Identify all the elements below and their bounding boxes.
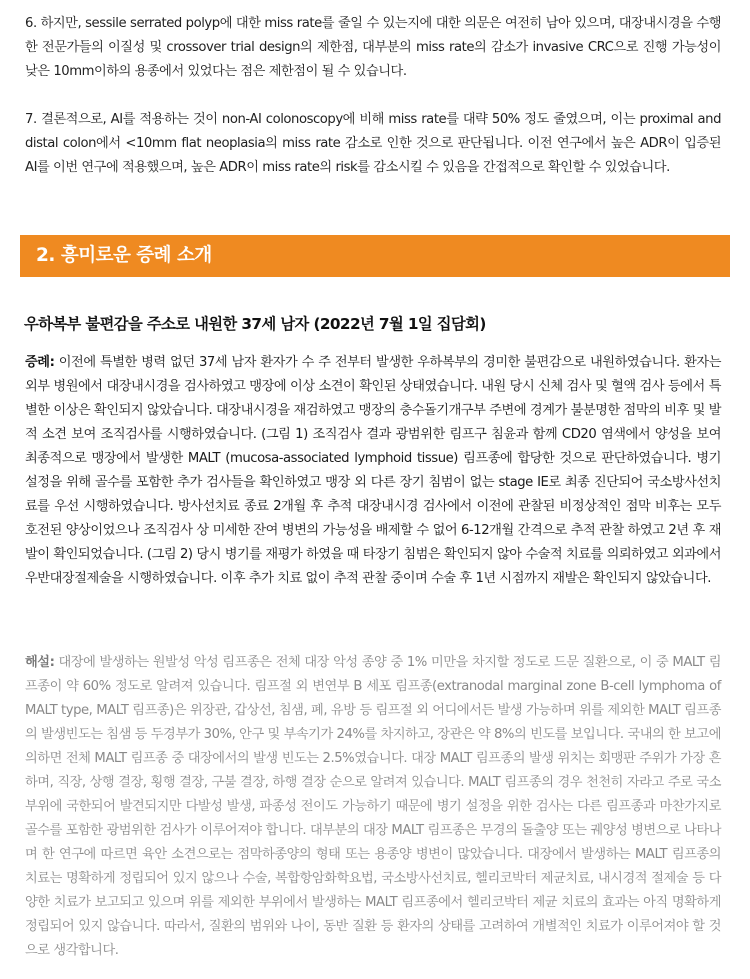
case-description: [25, 351, 721, 591]
commentary-label: 해설:: [25, 655, 55, 670]
section-title: 2. 흥미로운 증례 소개: [36, 245, 212, 266]
paragraph-point-7: 7. 결론적으로, AI를 적용하는 것이 non-AI colonoscopy에 비해 miss rate를 대략 50% 정도 줄였으며, 이는 proximal and distal colon에서 <10mm flat neoplasia의 miss rate 감소로 인한 것으로 판단됩니다. 이전 연구에서 높은 ADR이 입증된 AI를 이번 연구에 적용했으며, 높은 ADR이 miss rate의 risk를 감소시킬 수 있음을 간접적으로 확인할 수 있었습니다.: [25, 112, 721, 175]
section-header-bar: [20, 235, 730, 277]
paragraph-point-6: 6. 하지만, sessile serrated polyp에 대한 miss rate를 줄일 수 있는지에 대한 의문은 여전히 남아 있으며, 대장내시경을 수행한 전문가들의 이질성 및 crossover trial design의 제한점, 대부분의 miss rate의 감소가 invasive CRC으로 진행 가능성이 낮은 10mm이하의 용종에서 있었다는 점은 제한점이 될 수 있습니다.: [25, 16, 721, 79]
case-text: 이전에 특별한 병력 없던 37세 남자 환자가 수 주 전부터 발생한 우하복부의 경미한 불편감으로 내원하였습니다. 환자는 외부 병원에서 대장내시경을 검사하였고 맹장에 이상 소견이 확인된 상태였습니다. 내원 당시 신체 검사 및 혈액 검사 등에서 특별한 이상은 확인되지 않았습니다. 대장내시경을 재검하였고 맹장의 충수돌기개구부 주변에 경계가 불분명한 점막의 비후 및 발적 소견 보여 조직검사를 시행하였습니다. (그림 1) 조직검사 결과 광범위한 림프구 침윤과 함께 CD20 염색에서 양성을 보여 최종적으로 맹장에서 발생한 MALT (mucosa-associated lymphoid tissue) 림프종에 합당한 것으로 판단하였습니다. 병기 설정을 위해 골수를 포함한 추가 검사들을 확인하였고 맹장 외 다른 장기 침범이 없는 stage IE로 최종 진단되어 국소방사선치료를 우선 시행하였습니다. 방사선치료 종료 2개월 후 추적 대장내시경 검사에서 이전에 관찰된 비정상적인 점막 비후는 모두 호전된 양상이었으나 조직검사 상 미세한 잔여 병변의 가능성을 배제할 수 없어 6-12개월 간격으로 추적 관찰 하였고 2년 후 재발이 확인되었습니다. (그림 2) 당시 병기를 재평가 하였을 때 타장기 침범은 확인되지 않아 수술적 치료를 의뢰하였고 외과에서 우반대장절제술을 시행하였습니다. 이후 추가 치료 없이 추적 관찰 중이며 수술 후 1년 시점까지 재발은 확인되지 않았습니다.: [25, 355, 721, 586]
commentary-text: 대장에 발생하는 원발성 악성 림프종은 전체 대장 악성 종양 중 1% 미만을 차지할 정도로 드문 질환으로, 이 중 MALT 림프종이 약 60% 정도로 알려져 있습니다. 림프절 외 변연부 B 세포 림프종(extranodal marginal zone B-cell lymphoma of MALT type, MALT 림프종)은 위장관, 갑상선, 침샘, 폐, 유방 등 림프절 외 어디에서든 발생 가능하며 위를 제외한 MALT 림프종의 발생빈도는 침샘 등 두경부가 30%, 안구 및 부속기가 24%를 차지하고, 장관은 약 8%의 빈도를 보입니다. 국내의 한 보고에 의하면 전체 MALT 림프종 중 대장에서의 발생 빈도는 2.5%였습니다. 대장 MALT 림프종의 발생 위치는 회맹판 주위가 가장 흔하며, 직장, 상행 결장, 횡행 결장, 구불 결장, 하행 결장 순으로 알려져 있습니다. MALT 림프종의 경우 천천히 자라고 주로 국소 부위에 국한되어 발견되지만 다발성 발생, 파종성 전이도 가능하기 때문에 병기 설정을 위한 검사는 다른 림프종과 마찬가지로 골수를 포함한 광범위한 검사가 이루어져야 합니다. 대부분의 대장 MALT 림프종은 무경의 돌출양 또는 궤양성 병변으로 나타나며 한 연구에 따르면 육안 소견으로는 점막하종양의 형태 또는 용종양 병변이 많았습니다. 대장에서 발생하는 MALT 림프종의 치료는 명확하게 정립되어 있지 않으나 수술, 복합항암화학요법, 국소방사선치료, 헬리코박터 제균치료, 내시경적 절제술 등 다양한 치료가 보고되고 있으며 위를 제외한 부위에서 발생하는 MALT 림프종에서 헬리코박터 제균 치료의 효과는 아직 명확하게 정립되어 있지 않습니다. 따라서, 질환의 범위와 나이, 동반 질환 등 환자의 상태를 고려하여 개별적인 치료가 이루어져야 할 것으로 생각합니다.: [25, 655, 721, 958]
case-title: 우하복부 불편감을 주소로 내원한 37세 남자 (2022년 7월 1일 집담회): [24, 315, 486, 333]
commentary: [25, 651, 721, 963]
case-label: 증례:: [25, 355, 55, 370]
